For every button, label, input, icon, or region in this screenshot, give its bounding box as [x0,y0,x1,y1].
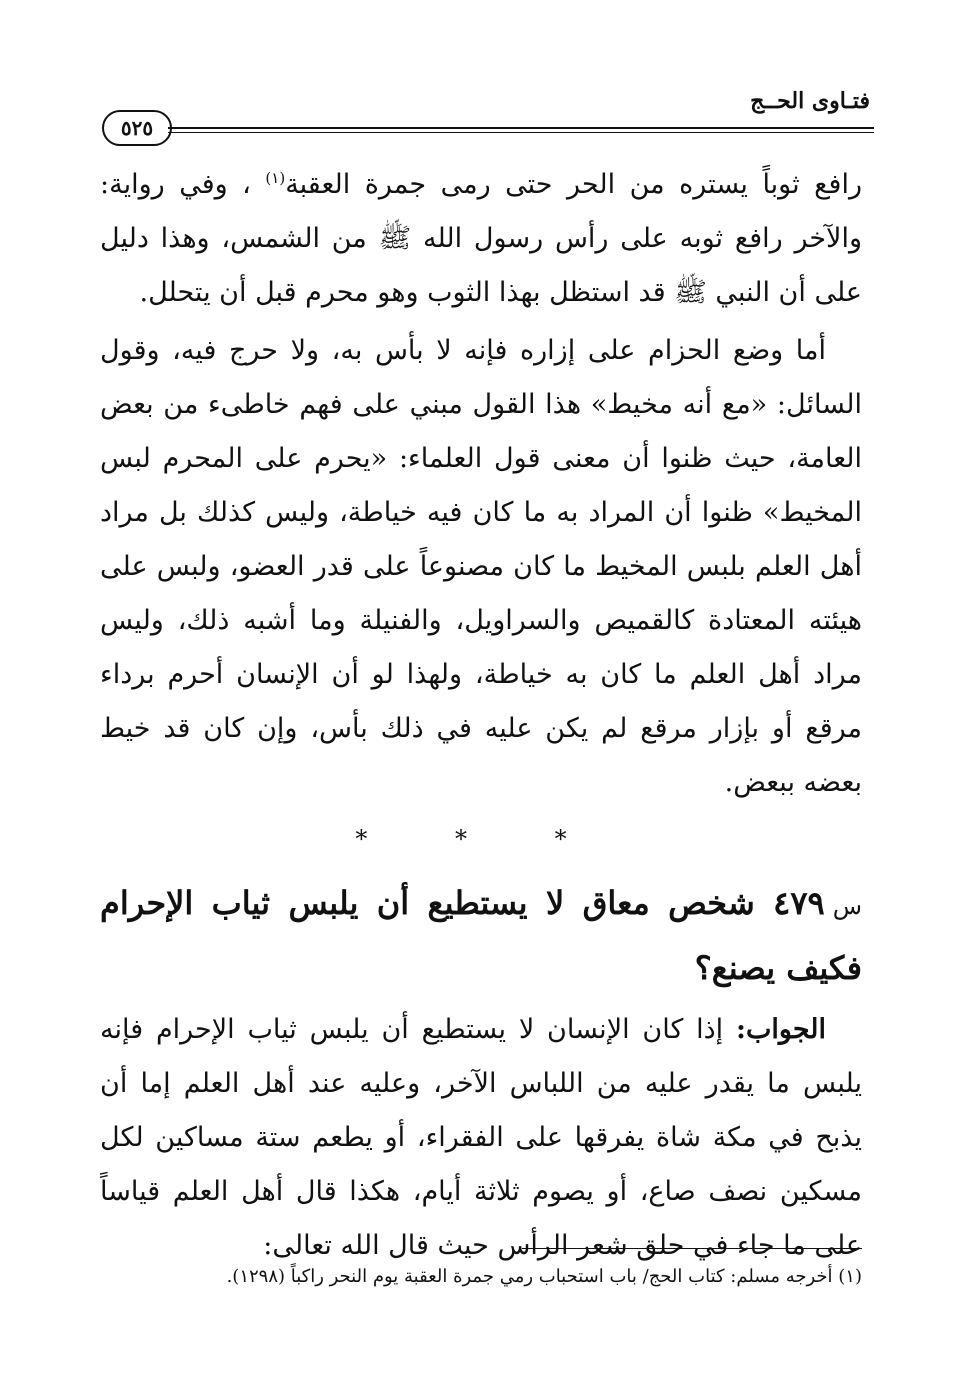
footnote-rule [522,1248,862,1249]
question-text: ٤٧٩ شخص معاق لا يستطيع أن يلبس ثياب الإحرام فكيف يصنع؟ [100,884,862,987]
header-rule [168,127,874,133]
paragraph-text: رافع ثوباً يستره من الحر حتى رمى جمرة العقبة [285,169,862,200]
paragraph: أما وضع الحزام على إزاره فإنه لا بأس به، ولا حرج فيه، وقول السائل: «مع أنه مخيط» هذا القول مبني على فهم خاطىء من بعض العامة، حيث ظنوا أن معنى قول العلماء: «يحرم على المحرم لبس المخيط» ظنوا أن المراد به ما كان فيه خياطة، وليس كذلك بل مراد أهل العلم بلبس المخيط ما كان مصنوعاً على قدر العضو، ولبس على هيئته المعتادة كالقميص والسراويل، والفنيلة وما أشبه ذلك، وليس مراد أهل العلم ما كان به خياطة، ولهذا لو أن الإنسان أحرم برداء مرقع أو بإزار مرقع لم يكن عليه في ذلك بأس، وإن كان قد خيط بعضه ببعض. [100,335,862,798]
question-marker-icon: س [832,892,862,920]
question-heading [100,872,862,999]
answer-text: إذا كان الإنسان لا يستطيع أن يلبس ثياب الإحرام فإنه يلبس ما يقدر عليه من اللباس الآخر، وعليه عند أهل العلم إما أن يذبح في مكة شاة يفرقها على الفقراء، أو يطعم ستة مساكين لكل مسكين نصف صاع، أو يصوم ثلاثة أيام، هكذا قال أهل العلم قياساً على ما جاء في حلق شعر الرأس حيث قال الله تعالى: [100,1014,862,1261]
page-body [100,158,862,1273]
running-header-title: فتـاوى الحــج [750,88,870,114]
answer-paragraph [100,1003,862,1273]
paragraph-continuation [100,158,862,320]
section-separator: * * * [355,825,607,853]
answer-label: الجواب: [736,1014,826,1045]
page-number: ٥٢٥ [102,110,172,146]
footnote: (١) أخرجه مسلم: كتاب الحج/ باب استحباب رمي جمرة العقبة يوم النحر راكباً (١٢٩٨). [226,1266,862,1287]
footnote-reference: (١) [265,169,286,187]
paragraph-text: ، وفي رواية: والآخر رافع ثوبه على رأس رسول الله ﷺ من الشمس، وهذا دليل على أن النبي ﷺ قد استظل بهذا الثوب وهو محرم قبل أن يتحلل. [100,169,862,308]
